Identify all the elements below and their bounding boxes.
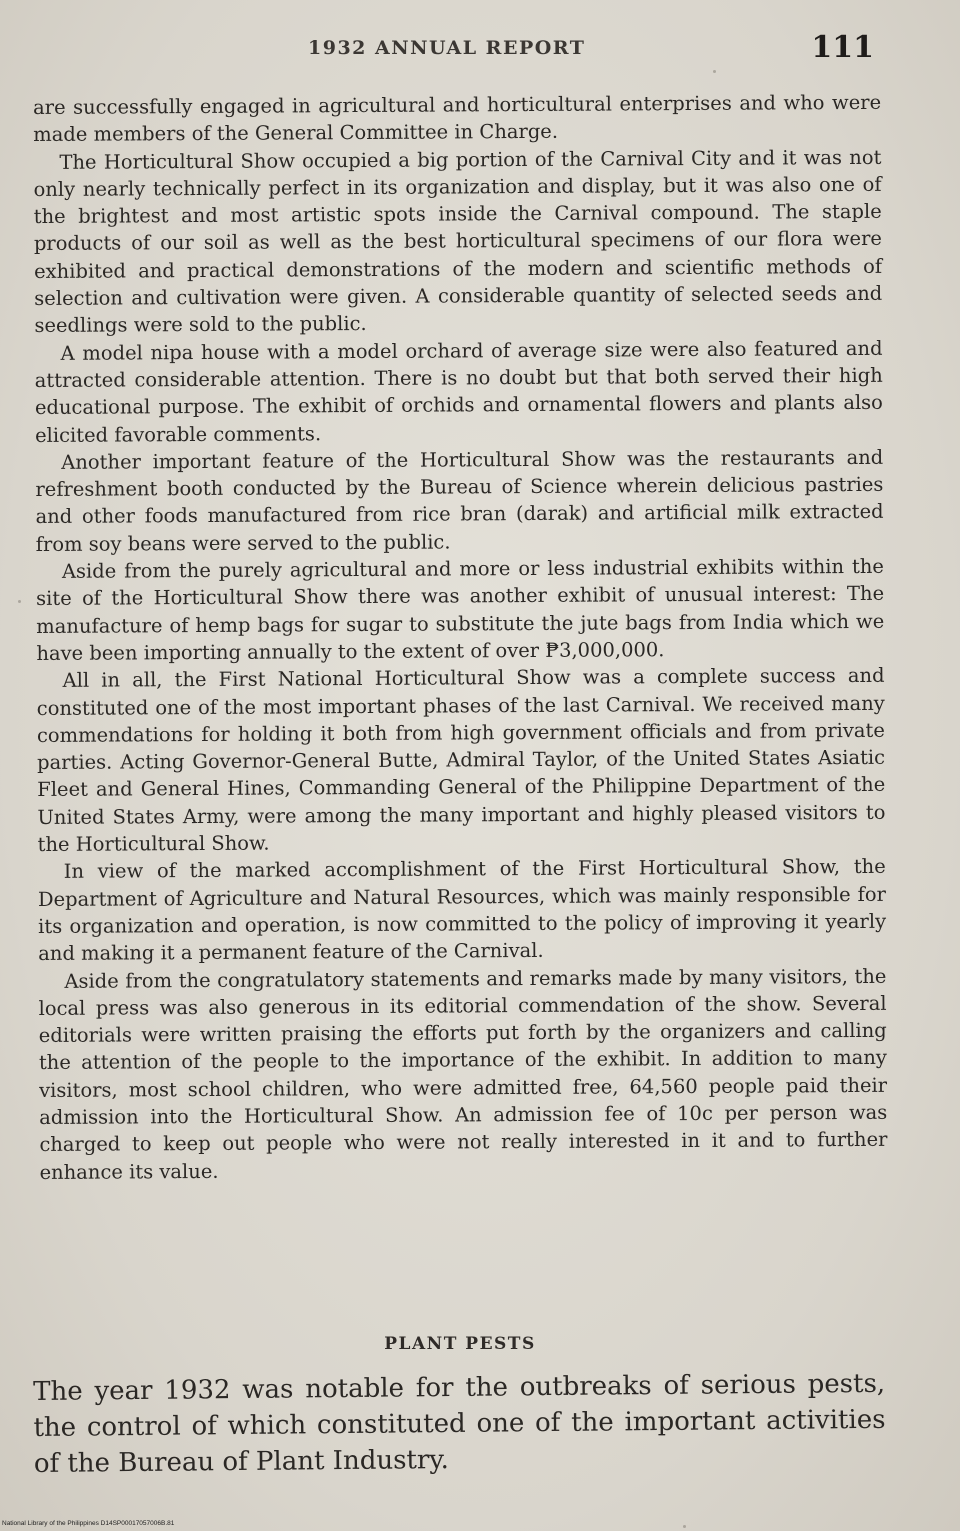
scan-speck: [683, 1525, 686, 1528]
paragraph: A model nipa house with a model orchard of average size were also featured and attracted considerable attention. There is no doubt but that both served their high educational purpose. The exhibit of orchids and ornamental flowers and plants also elicited favorable comments.: [34, 336, 883, 447]
scan-speck: [713, 70, 716, 73]
body-text: [33, 89, 888, 1186]
paragraph: Aside from the congratulatory statements and remarks made by many visitors, the local press was also generous in its editorial commendation of the show. Several editorials were written praising the efforts put forth by the organizers and calling the attention of the people to the importance of the exhibit. In addition to many visitors, most school children, who were admitted free, 64,560 people paid their admission into the Horticultural Show. An admission fee of 10c per person was charged to keep out people who were not really interested in it and to further enhance its value.: [38, 964, 888, 1184]
section-lead-text: The year 1932 was notable for the outbreaks of serious pests, the control of which constituted one of the important activities of the Bureau of Plant Industry.: [33, 1368, 886, 1479]
page-number: 111: [811, 30, 874, 65]
running-head: 1932 ANNUAL REPORT: [308, 37, 586, 59]
library-credit: National Library of the Philippines D14SP00017057006B.81: [2, 1520, 175, 1527]
scan-speck: [18, 600, 21, 603]
page-header: [0, 30, 960, 74]
paragraph: are successfully engaged in agricultural and horticultural enterprises and who were made members of the General Committee in Charge.: [33, 90, 882, 147]
section-heading: PLANT PESTS: [384, 1334, 536, 1354]
paragraph: Another important feature of the Horticultural Show was the restaurants and refreshment booth conducted by the Bureau of Science wherein delicious pastries and other foods manufactured from rice bran (darak) and artificial milk extracted from soy beans were served to the public.: [35, 445, 884, 556]
paragraph: Aside from the purely agricultural and more or less industrial exhibits within the site of the Horticultural Show there was another exhibit of unusual interest: The manufacture of hemp bags for sugar to substitute the jute bags from India which we have been importing annually to the extent of over ₱3,000,000.: [36, 554, 885, 665]
paragraph: The Horticultural Show occupied a big portion of the Carnival City and it was not only nearly technically perfect in its organization and display, but it was also one of the brightest and most artistic spots inside the Carnival compound. The staple products of our soil as well as the best horticultural specimens of our flora were exhibited and practical demonstrations of the modern and scientific methods of selection and cultivation were given. A considerable quantity of selected seeds and seedlings were sold to the public.: [33, 145, 883, 338]
paragraph: In view of the marked accomplishment of the First Horticultural Show, the Department of Agriculture and Natural Resources, which was mainly responsible for its organization and operation, is now committed to the policy of improving it yearly and making it a permanent feature of the Carnival.: [37, 855, 887, 966]
paragraph: All in all, the First National Horticultural Show was a complete success and constituted one of the most important phases of the last Carnival. We received many commendations for holding it both from high government officials and from private parties. Acting Governor-General Butte, Admiral Taylor, of the United States Asiatic Fleet and General Hines, Commanding General of the Philippine Department of the United States Army, were among the many important and highly pleased visitors to the Horticultural Show.: [36, 664, 886, 857]
